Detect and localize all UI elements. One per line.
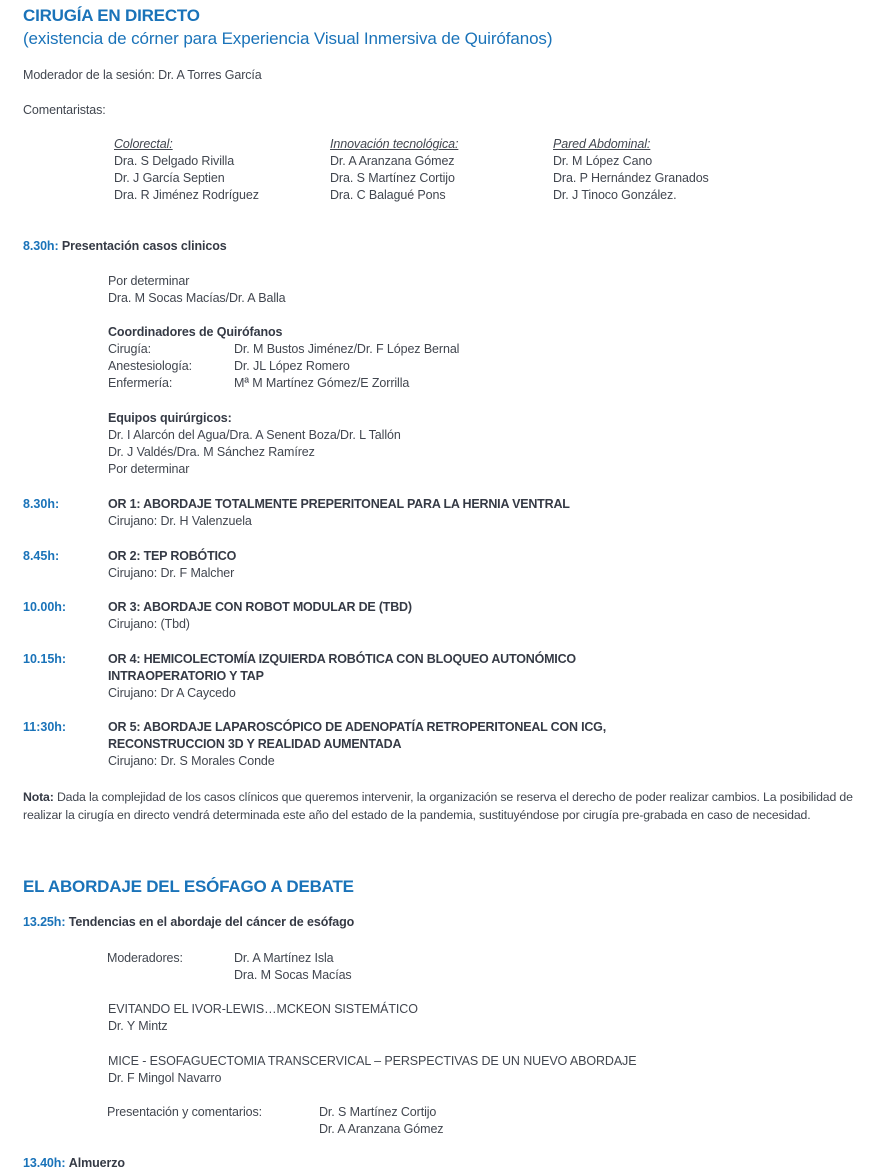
moderators-list <box>234 950 352 984</box>
coordinators-block <box>108 324 459 392</box>
commentator-name: Dr. J García Septien <box>114 171 225 185</box>
presenters-list <box>319 1104 443 1138</box>
coordinators-heading: Coordinadores de Quirófanos <box>108 325 283 339</box>
operation-time: 11:30h: <box>23 720 67 734</box>
coordinator-row <box>108 358 459 375</box>
coordinator-role: Cirugía: <box>108 342 151 356</box>
commentator-name: Dra. R Jiménez Rodríguez <box>114 188 259 202</box>
note-text: Dada la complejidad de los casos clínicos que queremos intervenir, la organización se reserva el derecho de poder realizar cambios. La posibilidad de realizar la cirugía en directo vendrá determinada este año del estado de la pandemia, sustituyéndose por cirugía pre-grabada en caso de necesidad. <box>23 790 853 822</box>
operation-title: RECONSTRUCCION 3D Y REALIDAD AUMENTADA <box>108 737 402 751</box>
cases-line: Dra. M Socas Macías/Dr. A Balla <box>108 291 286 305</box>
operation-title: OR 1: ABORDAJE TOTALMENTE PREPERITONEAL PARA LA HERNIA VENTRAL <box>108 497 570 511</box>
commentators-label: Comentaristas: <box>23 103 106 117</box>
coordinator-row <box>108 341 459 358</box>
talk-item <box>108 1001 418 1035</box>
operation-title: OR 2: TEP ROBÓTICO <box>108 549 237 563</box>
presenter-name: Dr. S Martínez Cortijo <box>319 1105 437 1119</box>
team-line: Por determinar <box>108 462 190 476</box>
operation-time: 8.45h: <box>23 549 60 563</box>
teams-heading: Equipos quirúrgicos: <box>108 411 232 425</box>
cases-time: 8.30h: <box>23 239 59 253</box>
note <box>23 789 853 824</box>
commentator-name: Dr. J Tinoco González. <box>553 188 677 202</box>
commentator-name: Dra. S Delgado Rivilla <box>114 154 235 168</box>
operation-time: 10.15h: <box>23 652 67 666</box>
moderator-name: Dr. A Martínez Isla <box>234 951 334 965</box>
commentator-group-colorectal <box>114 136 259 204</box>
operation-title: OR 5: ABORDAJE LAPAROSCÓPICO DE ADENOPATÍA RETROPERITONEAL CON ICG, <box>108 720 606 734</box>
section-subtitle: (existencia de córner para Experiencia Visual Inmersiva de Quirófanos) <box>23 29 553 48</box>
operation-time: 8.30h: <box>23 497 60 511</box>
talk-title: MICE - ESOFAGUECTOMIA TRANSCERVICAL – PERSPECTIVAS DE UN NUEVO ABORDAJE <box>108 1054 637 1068</box>
coordinator-names: Dr. M Bustos Jiménez/Dr. F López Bernal <box>234 342 460 356</box>
operation-time: 10.00h: <box>23 600 67 614</box>
operation-title: OR 4: HEMICOLECTOMÍA IZQUIERDA ROBÓTICA CON BLOQUEO AUTONÓMICO <box>108 652 576 666</box>
talk-title: EVITANDO EL IVOR-LEWIS…MCKEON SISTEMÁTICO <box>108 1002 418 1016</box>
team-line: Dr. I Alarcón del Agua/Dra. A Senent Boza/Dr. L Tallón <box>108 428 401 442</box>
operation-surgeon: Cirujano: Dr. S Morales Conde <box>108 754 275 768</box>
operation-surgeon: Cirujano: Dr. H Valenzuela <box>108 514 252 528</box>
section-title: CIRUGÍA EN DIRECTO <box>23 6 200 25</box>
operation-surgeon: Cirujano: (Tbd) <box>108 617 190 631</box>
teams-block <box>108 410 401 478</box>
talk-item <box>108 1053 636 1087</box>
operation-title: INTRAOPERATORIO Y TAP <box>108 669 264 683</box>
operation-surgeon: Cirujano: Dr A Caycedo <box>108 686 236 700</box>
presentation-label: Presentación y comentarios: <box>107 1105 263 1119</box>
cases-title: Presentación casos clinicos <box>61 239 227 253</box>
coordinator-role: Enfermería: <box>108 376 173 390</box>
presenter-name: Dr. A Aranzana Gómez <box>319 1122 444 1136</box>
talk-speaker: Dr. Y Mintz <box>108 1019 168 1033</box>
cases-details <box>108 273 286 307</box>
section-title: EL ABORDAJE DEL ESÓFAGO A DEBATE <box>23 877 354 896</box>
commentator-group-abdominal-wall <box>553 136 709 204</box>
session-title: Tendencias en el abordaje del cáncer de esófago <box>68 915 355 929</box>
commentator-name: Dra. P Hernández Granados <box>553 171 709 185</box>
group-heading: Pared Abdominal: <box>553 137 651 151</box>
lunch-heading <box>23 1155 125 1172</box>
cases-heading <box>23 238 227 255</box>
note-label: Nota: <box>23 790 54 804</box>
coordinator-names: Mª M Martínez Gómez/E Zorrilla <box>234 376 410 390</box>
coordinator-row <box>108 375 459 392</box>
commentator-name: Dra. C Balagué Pons <box>330 188 446 202</box>
coordinator-role: Anestesiología: <box>108 359 192 373</box>
operation-title: OR 3: ABORDAJE CON ROBOT MODULAR DE (TBD) <box>108 600 412 614</box>
commentator-name: Dr. M López Cano <box>553 154 653 168</box>
cases-line: Por determinar <box>108 274 190 288</box>
team-line: Dr. J Valdés/Dra. M Sánchez Ramírez <box>108 445 315 459</box>
commentator-name: Dr. A Aranzana Gómez <box>330 154 455 168</box>
group-heading: Innovación tecnológica: <box>330 137 459 151</box>
commentator-name: Dra. S Martínez Cortijo <box>330 171 455 185</box>
session-moderator: Moderador de la sesión: Dr. A Torres García <box>23 68 262 82</box>
group-heading: Colorectal: <box>114 137 173 151</box>
session-time: 13.25h: <box>23 915 66 929</box>
lunch-title: Almuerzo <box>68 1156 125 1170</box>
moderator-name: Dra. M Socas Macías <box>234 968 352 982</box>
moderators-label: Moderadores: <box>107 951 183 965</box>
coordinator-names: Dr. JL López Romero <box>234 359 350 373</box>
commentator-group-innovation <box>330 136 458 204</box>
lunch-time: 13.40h: <box>23 1156 66 1170</box>
session-heading <box>23 914 354 931</box>
operation-surgeon: Cirujano: Dr. F Malcher <box>108 566 235 580</box>
talk-speaker: Dr. F Mingol Navarro <box>108 1071 222 1085</box>
